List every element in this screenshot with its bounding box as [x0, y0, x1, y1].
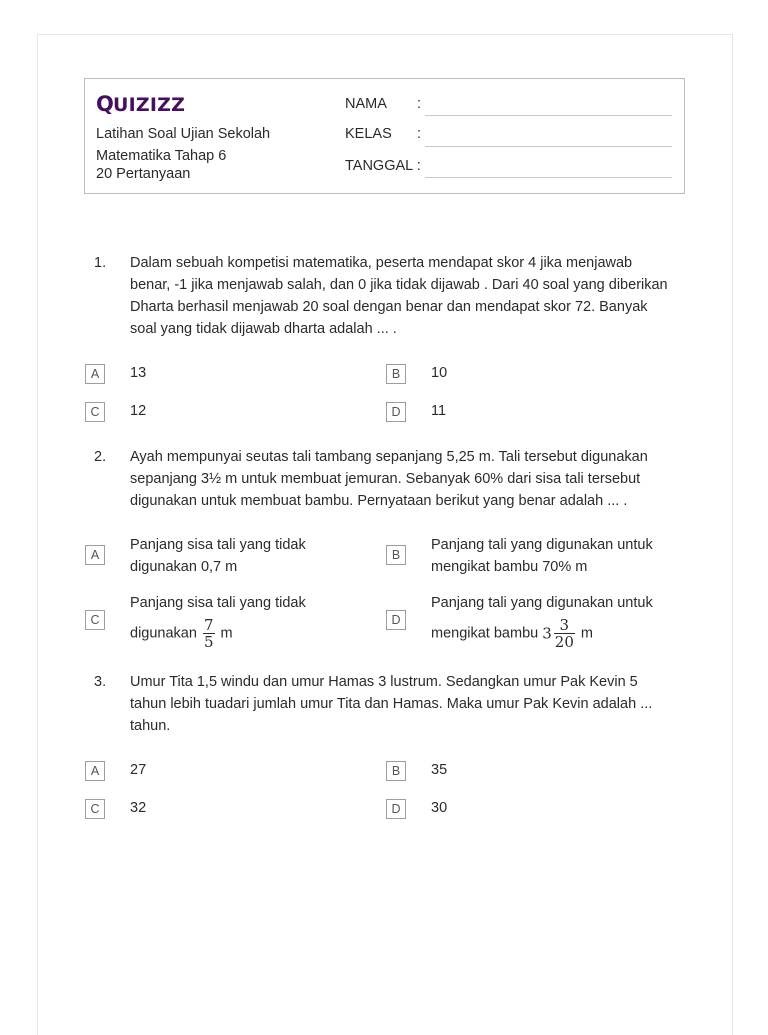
option-line-prefix: digunakan	[130, 625, 197, 642]
question-line: tahun lebih tuadari jumlah umur Tita dan Hamas. Maka umur Pak Kevin adalah ...	[130, 696, 653, 712]
question-number: 3.	[94, 674, 107, 690]
option-c-text	[130, 592, 306, 650]
option-b-text	[431, 534, 653, 578]
option-a-box[interactable]: A	[85, 761, 105, 781]
option-c-box[interactable]: C	[85, 799, 105, 819]
svg-text:Q: Q	[96, 92, 115, 115]
question-line: Umur Tita 1,5 windu dan umur Hamas 3 lustrum. Sedangkan umur Pak Kevin 5	[130, 674, 638, 690]
option-line: Panjang sisa tali yang tidak	[130, 595, 306, 611]
option-unit: m	[580, 625, 593, 642]
question-line: digunakan untuk membuat bambu. Pernyataan berikut yang benar adalah ... .	[130, 493, 628, 509]
worksheet-header	[84, 78, 685, 194]
option-line: digunakan 0,7 m	[130, 559, 238, 575]
option-line: mengikat bambu 70% m	[431, 559, 588, 575]
date-label: TANGGAL :	[345, 158, 421, 174]
question-text	[130, 252, 690, 340]
question-line: Ayah mempunyai seutas tali tambang sepanjang 5,25 m. Tali tersebut digunakan	[130, 449, 648, 465]
name-colon: :	[417, 96, 422, 112]
option-a-text: 27	[130, 762, 147, 778]
fraction	[554, 617, 575, 650]
mixed-number-whole: 3	[542, 624, 552, 643]
fraction-numerator: 3	[554, 617, 575, 634]
question-line: sepanjang 3½ m untuk membuat jemuran. Sebanyak 60% dari sisa tali tersebut	[130, 471, 641, 487]
option-line	[130, 617, 306, 650]
fraction-numerator: 7	[203, 616, 214, 634]
option-b-box[interactable]: B	[386, 364, 406, 384]
option-b-box[interactable]: B	[386, 545, 406, 565]
question-text	[130, 446, 690, 512]
class-label: KELAS	[345, 126, 392, 142]
option-line: Panjang sisa tali yang tidak	[130, 537, 306, 553]
question-count: 20 Pertanyaan	[96, 166, 191, 182]
option-c-text: 32	[130, 800, 147, 816]
fraction-denominator: 20	[554, 633, 574, 651]
question-number: 2.	[94, 449, 107, 465]
option-d-box[interactable]: D	[386, 610, 406, 630]
date-field[interactable]	[425, 177, 672, 178]
option-c-box[interactable]: C	[85, 610, 105, 630]
option-a-box[interactable]: A	[85, 364, 105, 384]
fraction	[203, 617, 215, 650]
option-d-text: 11	[431, 403, 447, 419]
worksheet-subtitle: Latihan Soal Ujian Sekolah	[96, 126, 271, 142]
svg-text:UIZIZZ: UIZIZZ	[113, 94, 184, 115]
option-unit: m	[220, 625, 233, 642]
option-line: Panjang tali yang digunakan untuk	[431, 537, 653, 553]
option-line-prefix: mengikat bambu	[431, 625, 539, 642]
option-d-box[interactable]: D	[386, 799, 406, 819]
question-line: Dalam sebuah kompetisi matematika, peserta mendapat skor 4 jika menjawab	[130, 255, 633, 271]
option-b-text: 35	[431, 762, 448, 778]
question-text	[130, 671, 690, 737]
option-a-text: 13	[130, 365, 147, 381]
question-number: 1.	[94, 255, 107, 271]
option-line	[431, 617, 653, 650]
option-b-box[interactable]: B	[386, 761, 406, 781]
fraction-denominator: 5	[203, 633, 214, 651]
question-line: benar, -1 jika menjawab salah, dan 0 jika tidak dijawab . Dari 40 soal yang diberikan	[130, 277, 668, 293]
option-line: Panjang tali yang digunakan untuk	[431, 595, 653, 611]
class-colon: :	[417, 126, 422, 142]
option-d-box[interactable]: D	[386, 402, 406, 422]
class-field[interactable]	[425, 146, 672, 147]
option-d-text	[431, 592, 653, 650]
question-line: Dharta berhasil menjawab 20 soal dengan benar dan mendapat skor 72. Banyak	[130, 299, 648, 315]
quizizz-logo	[96, 91, 184, 120]
question-line: soal yang tidak dijawab dharta adalah ... .	[130, 321, 397, 337]
question-line: tahun.	[130, 718, 171, 734]
option-b-text: 10	[431, 365, 448, 381]
option-c-box[interactable]: C	[85, 402, 105, 422]
option-a-text	[130, 534, 306, 578]
option-d-text: 30	[431, 800, 448, 816]
name-label: NAMA	[345, 96, 387, 112]
option-c-text: 12	[130, 403, 147, 419]
quizizz-logo-icon	[96, 91, 184, 115]
worksheet-subject: Matematika Tahap 6	[96, 148, 227, 164]
name-field[interactable]	[425, 115, 672, 116]
option-a-box[interactable]: A	[85, 545, 105, 565]
